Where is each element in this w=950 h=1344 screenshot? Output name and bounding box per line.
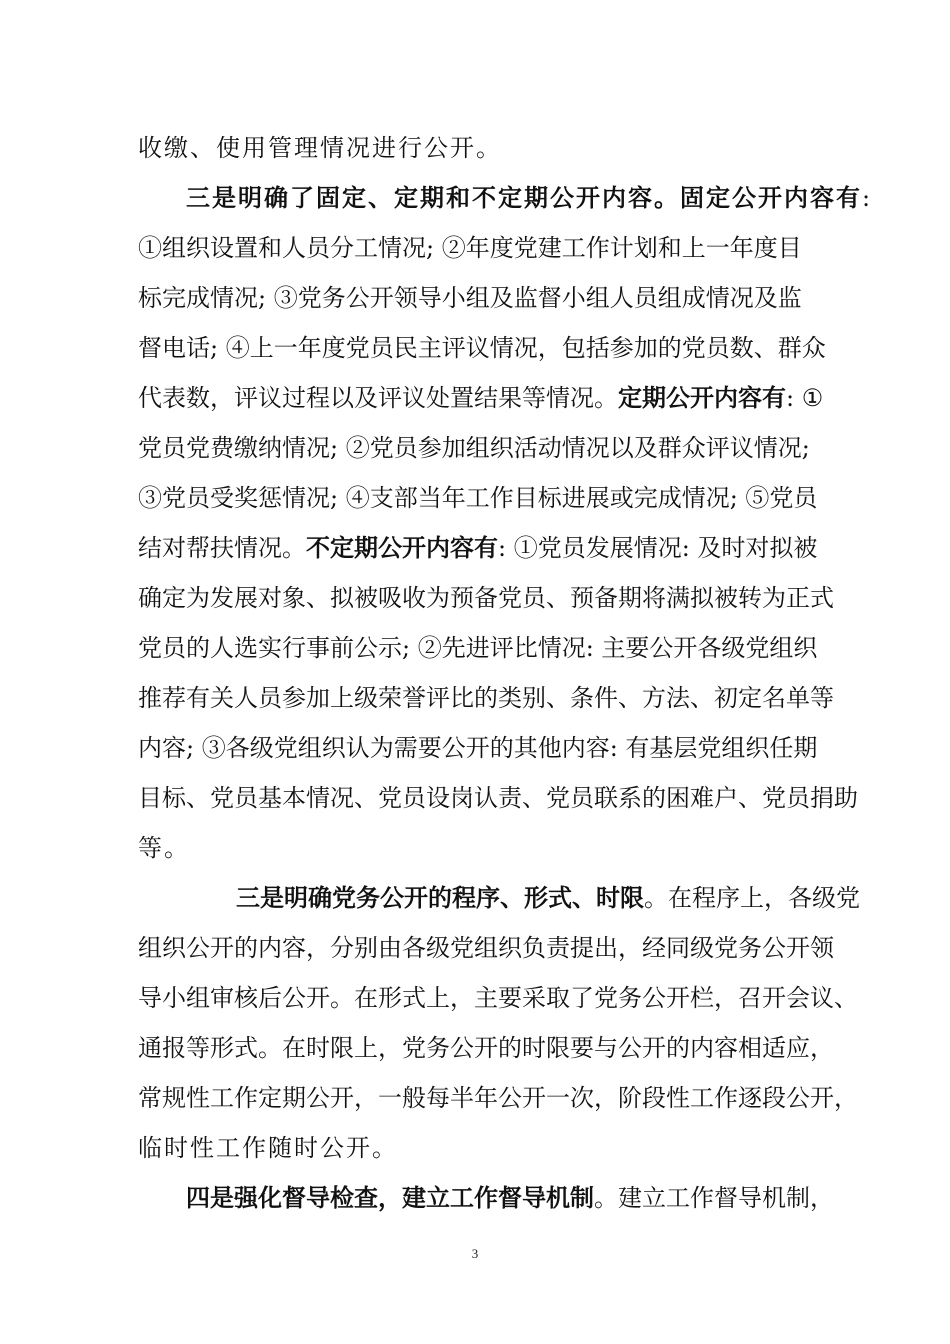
text-segment: 常规性工作定期公开，一般每半年公开一次，阶段性工作逐段公开， (138, 1084, 858, 1112)
text-segment: 标完成情况; ③党务公开领导小组及监督小组人员组成情况及监 (138, 284, 802, 312)
text-segment: 目标、党员基本情况、党员设岗认责、党员联系的困难户、党员捐助 (138, 784, 858, 812)
text-line (138, 1083, 878, 1113)
text-line (138, 833, 878, 863)
text-line (138, 433, 878, 463)
text-segment: 确定为发展对象、拟被吸收为预备党员、预备期将满拟被转为正式 (138, 584, 834, 612)
bold-text-segment: 定期公开内容有 (618, 383, 786, 412)
bold-text-segment: 四是强化督导检查，建立工作督导机制 (186, 1183, 594, 1212)
text-segment: 等。 (138, 834, 190, 862)
text-line (236, 883, 878, 913)
text-segment: 。在程序上，各级党 (644, 884, 860, 912)
text-line (138, 933, 878, 963)
page-number: 3 (471, 1246, 479, 1261)
text-line (138, 683, 878, 713)
text-segment: : ①党员发展情况: 及时对拟被 (498, 534, 818, 562)
text-line (186, 183, 878, 213)
text-segment: 结对帮扶情况。 (138, 534, 306, 562)
text-line (138, 783, 878, 813)
text-segment: 导小组审核后公开。在形式上，主要采取了党务公开栏，召开会议、 (138, 984, 858, 1012)
text-line (138, 583, 878, 613)
text-segment: 代表数，评议过程以及评议处置结果等情况。 (138, 384, 618, 412)
text-segment: : (862, 184, 873, 212)
text-line (138, 983, 878, 1013)
text-segment: 党员的人选实行事前公示; ②先进评比情况: 主要公开各级党组织 (138, 634, 818, 662)
text-segment: : ① (786, 384, 824, 412)
text-line (138, 533, 878, 563)
text-line (138, 383, 878, 413)
text-segment: 临时性工作随时公开。 (138, 1134, 398, 1162)
text-segment: 推荐有关人员参加上级荣誉评比的类别、条件、方法、初定名单等 (138, 684, 834, 712)
text-line (138, 283, 878, 313)
text-line (186, 1183, 878, 1213)
text-segment: 内容; ③各级党组织认为需要公开的其他内容: 有基层党组织任期 (138, 734, 818, 762)
bold-text-segment: 三是明确了固定、定期和不定期公开内容。固定公开内容有 (186, 183, 862, 212)
bold-text-segment: 不定期公开内容有 (306, 533, 498, 562)
text-line (138, 633, 878, 663)
text-segment: 。建立工作督导机制， (594, 1184, 834, 1212)
text-segment: 督电话; ④上一年度党员民主评议情况，包括参加的党员数、群众 (138, 334, 826, 362)
text-segment: 通报等形式。在时限上，党务公开的时限要与公开的内容相适应， (138, 1034, 834, 1062)
text-segment: 收缴、使用管理情况进行公开。 (138, 134, 502, 162)
text-line (138, 333, 878, 363)
text-line (138, 1133, 878, 1163)
text-line (138, 1033, 878, 1063)
text-line (138, 733, 878, 763)
text-segment: ③党员受奖惩情况; ④支部当年工作目标进展或完成情况; ⑤党员 (138, 484, 818, 512)
text-line (138, 233, 878, 263)
text-segment: 党员党费缴纳情况; ②党员参加组织活动情况以及群众评议情况; (138, 434, 810, 462)
text-segment: ①组织设置和人员分工情况; ②年度党建工作计划和上一年度目 (138, 234, 802, 262)
text-line (138, 133, 878, 163)
text-segment: 组织公开的内容，分别由各级党组织负责提出，经同级党务公开领 (138, 934, 834, 962)
text-line (138, 483, 878, 513)
bold-text-segment: 三是明确党务公开的程序、形式、时限 (236, 883, 644, 912)
